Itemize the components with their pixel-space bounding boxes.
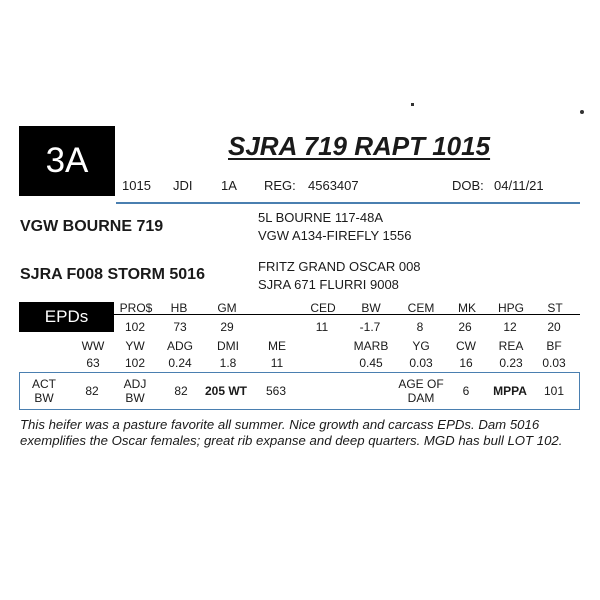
epd-value-ced: 11 bbox=[315, 320, 329, 334]
epd-value-st: 20 bbox=[547, 320, 561, 334]
epd-header-pro: PRO$ bbox=[119, 301, 153, 315]
stray-mark bbox=[411, 103, 414, 106]
epd-value-adg: 0.24 bbox=[168, 356, 192, 370]
epd-header-bf: BF bbox=[546, 339, 562, 353]
epd-header-yg: YG bbox=[412, 339, 430, 353]
epd-header-ww: WW bbox=[81, 339, 105, 353]
epd-value-cem: 8 bbox=[416, 320, 424, 334]
epd-header-cem: CEM bbox=[407, 301, 435, 315]
sire-name: VGW BOURNE 719 bbox=[20, 218, 164, 235]
epd-value-mk: 26 bbox=[458, 320, 472, 334]
epds-label-box bbox=[19, 302, 114, 332]
breeder-code: JDI bbox=[173, 178, 193, 193]
stray-mark bbox=[580, 110, 584, 114]
lot-comment: This heifer was a pasture favorite all summer. Nice growth and carcass EPDs. Dam 5016 exemplifies the Oscar females; great rib expanse and deep quarters. MGD has bull LOT 102. bbox=[20, 417, 563, 448]
reg-number: 4563407 bbox=[308, 178, 359, 193]
mppa-value: 101 bbox=[543, 384, 565, 398]
epd-header-cw: CW bbox=[456, 339, 476, 353]
dam-name: SJRA F008 STORM 5016 bbox=[20, 266, 205, 283]
act-bw-value: 82 bbox=[85, 384, 99, 398]
epd-header-st: ST bbox=[547, 301, 563, 315]
epd-header-hpg: HPG bbox=[497, 301, 525, 315]
epd-header-bw: BW bbox=[361, 301, 381, 315]
lot-number-box bbox=[19, 126, 115, 196]
tag-number: 1015 bbox=[122, 178, 151, 193]
epd-header-marb: MARB bbox=[353, 339, 389, 353]
wt205-value: 563 bbox=[265, 384, 287, 398]
reg-label: REG: bbox=[264, 178, 296, 193]
epd-value-bf: 0.03 bbox=[542, 356, 566, 370]
epd-value-rea: 0.23 bbox=[499, 356, 523, 370]
epd-value-pro: 102 bbox=[124, 320, 146, 334]
sire-dam-name: VGW A134-FIREFLY 1556 bbox=[258, 228, 412, 243]
epd-header-gm: GM bbox=[217, 301, 237, 315]
epd-value-yw: 102 bbox=[124, 356, 146, 370]
epds-label: EPDs bbox=[44, 307, 89, 326]
dob-value: 04/11/21 bbox=[494, 178, 544, 193]
epd-value-dmi: 1.8 bbox=[219, 356, 237, 370]
adj-bw-label: ADJ BW bbox=[123, 377, 147, 405]
epd-header-mk: MK bbox=[458, 301, 476, 315]
age-of-dam-label: AGE OF DAM bbox=[398, 377, 444, 405]
epd-value-cw: 16 bbox=[459, 356, 473, 370]
epd-header-adg: ADG bbox=[166, 339, 194, 353]
mppa-label: MPPA bbox=[493, 384, 527, 398]
dob-label: DOB: bbox=[452, 178, 484, 193]
epd-value-ww: 63 bbox=[86, 356, 100, 370]
act-bw-label: ACT BW bbox=[32, 377, 56, 405]
epd-value-yg: 0.03 bbox=[409, 356, 433, 370]
epd-header-yw: YW bbox=[125, 339, 145, 353]
epd-value-hb: 73 bbox=[173, 320, 187, 334]
adj-bw-value: 82 bbox=[174, 384, 188, 398]
epd-header-rea: REA bbox=[498, 339, 524, 353]
epd-header-dmi: DMI bbox=[217, 339, 239, 353]
epd-header-hb: HB bbox=[170, 301, 188, 315]
header-divider bbox=[116, 202, 580, 204]
lot-code: 1A bbox=[221, 178, 237, 193]
age-of-dam-value: 6 bbox=[462, 384, 470, 398]
wt205-label: 205 WT bbox=[204, 384, 248, 398]
sire-sire-name: 5L BOURNE 117-48A bbox=[258, 210, 384, 225]
epd-value-me: 11 bbox=[270, 356, 284, 370]
epd-header-me: ME bbox=[268, 339, 286, 353]
epd-value-hpg: 12 bbox=[503, 320, 517, 334]
dam-dam-name: SJRA 671 FLURRI 9008 bbox=[258, 277, 399, 292]
epd-value-gm: 29 bbox=[220, 320, 234, 334]
epd-value-marb: 0.45 bbox=[359, 356, 383, 370]
animal-name: SJRA 719 RAPT 1015 bbox=[228, 131, 491, 161]
epd-value-bw: -1.7 bbox=[359, 320, 381, 334]
epd-header-ced: CED bbox=[310, 301, 336, 315]
lot-number: 3A bbox=[45, 141, 89, 180]
dam-sire-name: FRITZ GRAND OSCAR 008 bbox=[258, 259, 421, 274]
